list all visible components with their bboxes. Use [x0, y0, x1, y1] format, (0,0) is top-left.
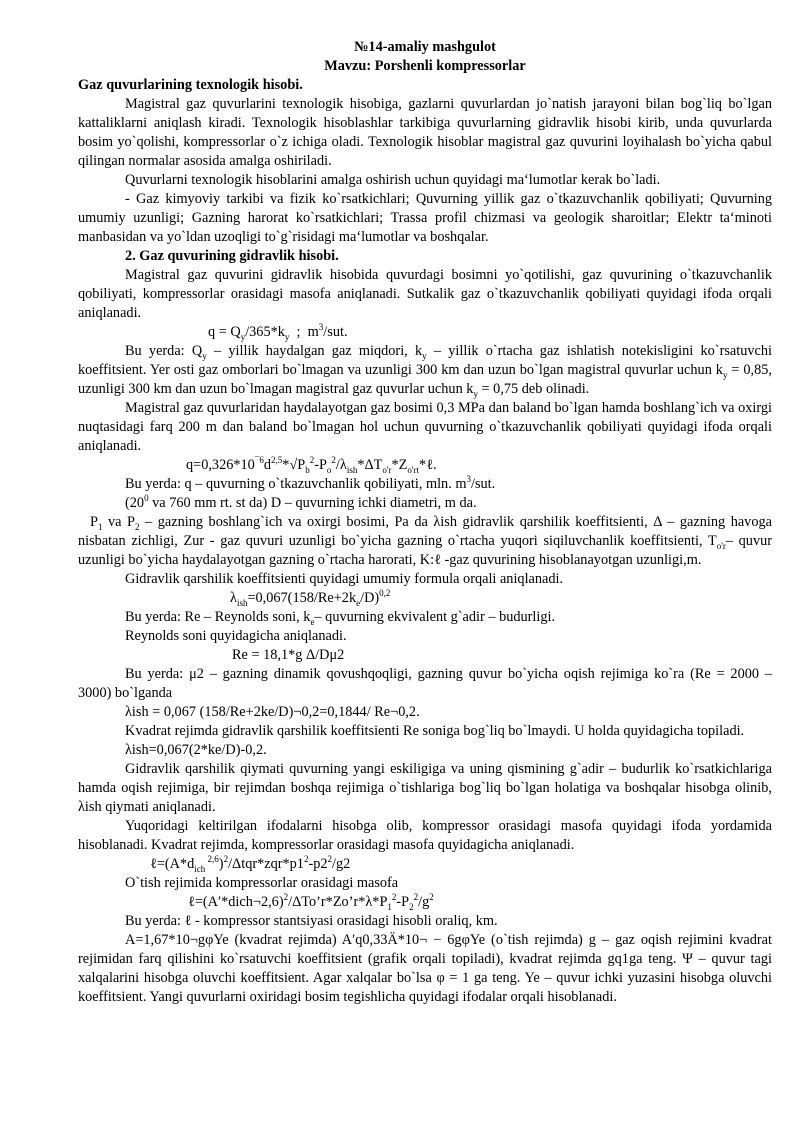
section2-paragraph-17: Bu yerda: ℓ - kompressor stantsiyasi orasidagi hisobli oraliq, km. — [125, 913, 498, 929]
formula-hydraulic-coefficient: $\lambda_{ish}=0,067(158/Re+2k_e/D)^{0,2}$ — [230, 588, 391, 608]
section1-paragraph-2: Quvurlarni texnologik hisoblarini amalga oshirish uchun quyidagi ma‘lumotlar kerak bo`ladi. — [125, 172, 661, 188]
section2-paragraph-8: Bu yerda: Re – Reynolds soni, $k_e-$ quvurning ekvivalent g`adir – budurligi. — [125, 609, 556, 627]
section2-heading: 2. Gaz quvurining gidravlik hisobi. — [125, 248, 339, 264]
formula-daily-capacity: $q = Q_y/365*k_y$ ; $m^3$/sut. — [208, 322, 348, 342]
formula-reynolds: Re = 18,1*g Δ/Dμ2 — [232, 647, 345, 663]
section2-paragraph-12: Kvadrat rejimda gidravlik qarshilik koeffitsienti Re soniga bog`liq bo`lmaydi. U holda quyidagicha topiladi. — [125, 723, 745, 739]
section2-paragraph-3: Magistral gaz quvurlaridan haydalayotgan gaz bosimi 0,3 MPa dan baland bo`lgan hamda boshlang`ich va oxirgi nuqtasidagi farq 200 m dan baland bo`lmagan hol uchun quvurning o`tkazuvchanlik qobiliyati quyidagi ifoda orqali aniqlanadi. — [78, 400, 772, 454]
formula-distance-transition-regime: $\ell=(A'*dich\neg 2,6)^2/\Delta To’r*Zo’r*\lambda*P_1^2-P_2^2/g^2$ — [188, 892, 434, 912]
section1-paragraph-1: Magistral gaz quvurlarini texnologik hisobiga, gazlarni quvurlardan jo`natish jarayoni bilan bog`liq bo`lgan kattaliklarni aniqlash kiradi. Texnologik hisoblashlar tarkibiga quvurlarning gidravlik hisobi kirib, unda quvurlarda bosim yo`qolishi, kompressorlar o`z ichiga oladi. Texnologik hisoblar magistral gaz quvurini loyihalash bo`yicha qabul qilingan normalar asosida amalga oshiriladi. — [78, 96, 772, 169]
section2-paragraph-6: $P_1$ va $P_2$ – gazning boshlang`ich va oxirgi bosimi, Pa da λish gidravlik qarshilik koeffitsienti, Δ – gazning havoga nisbatan zichligi, Zur - gaz quvuri uzunligi bo`yicha gazning o`rtacha yuqori siqiluvchanlik koeffitsienti, $T_{o'r}-$ quvur uzunligi bo`yicha haydalayotgan gazning o`rtacha harorati, K:ℓ -gaz quvurining hisoblanayotgan uzunligi,m. — [78, 514, 773, 568]
section2-paragraph-16: O`tish rejimida kompressorlar orasidagi masofa — [125, 875, 399, 891]
section2-paragraph-2: Bu yerda: $Q_y$ – yillik haydalgan gaz miqdori, $k_y$ – yillik o`rtacha gaz ishlatish notekisligini ko`rsatuvchi koeffitsient. Yer osti gaz omborlari bo`lmagan va uzunligi 300 km dan uzun bo`lgan magistral quvurlar uchun $k_y = 0,85$, uzunligi 300 km dan uzun bo`lmagan magistral gaz quvurlar uchun $k_y = 0,75$ deb olinadi. — [78, 343, 772, 399]
section2-paragraph-15: Yuqoridagi keltirilgan ifodalarni hisobga olib, kompressor orasidagi masofa quyidagi ifoda yordamida hisoblanadi. Kvadrat rejimda, kompressorlar orasidagi masofa quyidagicha aniqlanadi. — [78, 818, 772, 853]
formula-throughput: $q=0,326*10^{¯6}d^{2,5}*√P_b^2-P_o^2/\lambda_{ish}*\Delta T_{o'r}*Z_{o'rt}*\ell$. — [186, 455, 437, 475]
section1-heading: Gaz quvurlarining texnologik hisobi. — [78, 77, 303, 93]
section2-paragraph-18: A=1,67*10¬gφYe (kvadrat rejimda) A′q0,33Ä*10¬ − 6gφYe (o`tish rejimda) g – gaz oqish rejimini kvadrat rejimidan farq qilishini ko`rsatuvchi koeffitsient (grafik orqali topiladi), kvadrat rejimda gq1ga teng. Ψ – quvur tagi xalqalarini hisobga oluvchi koeffitsient. Agar xalqalar bo`lsa φ = 1 ga teng. Ye – quvur ichki yuzasini hisobga oluvchi koeffitsient. Yangi quvurlarni oxiridagi bosim tegishlicha quyidagi ifodalar orqali hisoblanadi. — [78, 932, 772, 1005]
lesson-topic: Mavzu: Porshenli kompressorlar — [324, 58, 526, 74]
section2-paragraph-14: Gidravlik qarshilik qiymati quvurning yangi eskiligiga va uning qismining g`adir – budurlik ko`rsatkichlariga hamda oqish rejimiga, bir rejimdan boshqa rejimiga o`tishlariga bog`liq bo`lgan holatiga va boshqalar hisobga olinib, λish qiymati aniqlanadi. — [78, 761, 772, 815]
section2-paragraph-5: ($20^0$ va 760 mm rt. st da) D – quvurning ichki diametri, m da. — [125, 493, 477, 511]
section2-paragraph-9: Reynolds soni quyidagicha aniqlanadi. — [125, 628, 347, 644]
formula-distance-square-regime: $\ell=(A*d_{ich}$ $^{2,6})^2/\Delta tqr*zqr*p1^2-p2^2/g2$ — [150, 854, 351, 874]
section1-paragraph-3: - Gaz kimyoviy tarkibi va fizik ko`rsatkichlari; Quvurning yillik gaz o`tkazuvchanlik qobiliyati; Quvurning umumiy uzunligi; Gazning harorat ko`rsatkichlari; Trassa profil chizmasi va geologik sharoitlar; Elektr ta‘minoti manbasidan va yo`ldan uzoqligi to`g`risidagi ma‘lumotlar va boshqalar. — [78, 191, 772, 245]
lesson-title: №14-amaliy mashgulot — [354, 39, 496, 55]
section2-paragraph-1: Magistral gaz quvurini gidravlik hisobida quvurdagi bosimni yo`qotilishi, gaz quvurining o`tkazuvchanlik qobiliyati, kompressorlar orasidagi masofa aniqlanadi. Sutkalik gaz o`tkazuvchanlik qobiliyati quyidagi ifoda orqali aniqlanadi. — [78, 267, 772, 321]
section2-paragraph-10: Bu yerda: μ2 – gazning dinamik qovushqoqligi, gazning quvur bo`yicha oqish rejimiga ko`ra (Re = 2000 – 3000) bo`lganda — [78, 666, 772, 701]
section2-paragraph-13: λish=0,067(2*ke/D)-0,2. — [125, 742, 267, 758]
section2-paragraph-7: Gidravlik qarshilik koeffitsienti quyidagi umumiy formula orqali aniqlanadi. — [125, 571, 564, 587]
section2-paragraph-4: Bu yerda: q – quvurning o`tkazuvchanlik qobiliyati, mln. $m^3$/sut. — [125, 474, 496, 492]
section2-paragraph-11: λish = 0,067 (158/Re+2ke/D)¬0,2=0,1844/ Re¬0,2. — [125, 704, 420, 720]
